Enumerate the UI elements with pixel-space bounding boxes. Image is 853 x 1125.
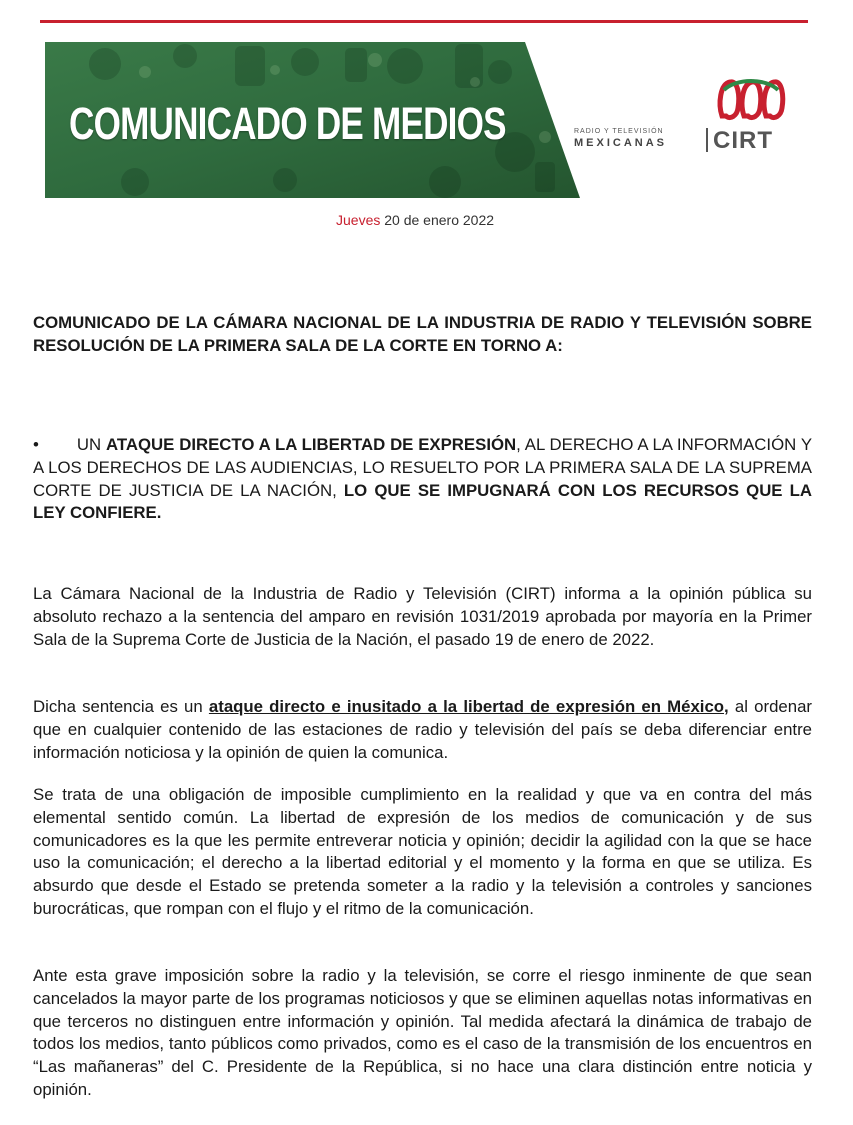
- bullet-point: [33, 434, 812, 525]
- cirt-brand: [572, 78, 787, 158]
- communique-heading: COMUNICADO DE LA CÁMARA NACIONAL DE LA INDUSTRIA DE RADIO Y TELEVISIÓN SOBRE RESOLUCIÓN DE LA PRIMERA SALA DE LA CORTE EN TORNO A:: [33, 313, 812, 355]
- paragraph-4: Ante esta grave imposición sobre la radio y la televisión, se corre el riesgo inminente de que sean cancelados la mayor parte de los programas noticiosos y que se eliminen aquellas notas informativas en que terceros no distinguen entre información y opinión. Tal medida afectará la dinámica de trabajo de todos los medios, tanto públicos como privados, como es el caso de la transmisión de los encuentros en “Las mañaneras” del C. Presidente de la República, si no hace una clara distinción entre noticia y opinión.: [33, 966, 812, 1099]
- brand-mexicanas: MEXICANAS: [574, 137, 668, 149]
- top-divider-line: [40, 20, 808, 23]
- paragraph-2-emphasis: ataque directo e inusitado a la libertad de expresión en México,: [208, 697, 729, 716]
- date-rest: 20 de enero 2022: [384, 212, 495, 228]
- paragraph-2: [33, 696, 812, 764]
- bullet-bold-1: ATAQUE DIRECTO A LA LIBERTAD DE EXPRESIÓN: [106, 435, 517, 454]
- bullet-text-1: UN: [76, 435, 106, 454]
- paragraph-2-start: Dicha sentencia es un: [33, 697, 209, 716]
- header-banner: [45, 42, 580, 198]
- brand-name: CIRT: [713, 127, 773, 154]
- paragraph-3: Se trata de una obligación de imposible cumplimiento en la realidad y que va en contra del más elemental sentido común. La libertad de expresión de los medios de comunicación y de sus comunicadores es la que les permite entreverar noticia y opinión; decidir la agilidad con la que se hace uso la comunicación; el derecho a la libertad editorial y el momento y la forma en que se utiliza. Es absurdo que desde el Estado se pretenda someter a la radio y la televisión a controles y sanciones burocráticas, que rompan con el flujo y el ritmo de la comunicación.: [33, 785, 812, 918]
- bullet-icon: •: [33, 435, 39, 454]
- paragraph-1: La Cámara Nacional de la Industria de Radio y Televisión (CIRT) informa a la opinión pública su absoluto rechazo a la sentencia del amparo en revisión 1031/2019 aprobada por mayoría en la Primer Sala de la Suprema Corte de Justicia de la Nación, el pasado 19 de enero de 2022.: [33, 584, 812, 649]
- brand-separator: [706, 128, 708, 152]
- brand-subtitle: RADIO Y TELEVISIÓN: [574, 128, 664, 135]
- banner-title: COMUNICADO DE MEDIOS: [69, 98, 506, 149]
- cirt-logo-icon: [716, 76, 786, 122]
- bullet-bold-2: LO QUE SE IMPUGNARÁ CON LOS RECURSOS QUE LA LEY CONFIERE.: [33, 480, 812, 523]
- bullet-text-2: , AL DERECHO A LA INFORMACIÓN Y A LOS DERECHOS DE LAS AUDIENCIAS, LO RESUELTO POR LA PRIMERA SALA DE LA SUPREMA CORTE DE JUSTICIA DE LA NACIÓN,: [33, 435, 813, 500]
- paragraph-2-end: al ordenar que en cualquier contenido de las estaciones de radio y televisión del país se deba diferenciar entre información noticiosa y la opinión de quien la comunica.: [33, 697, 813, 762]
- release-date: [336, 212, 494, 228]
- date-day: Jueves: [336, 212, 381, 228]
